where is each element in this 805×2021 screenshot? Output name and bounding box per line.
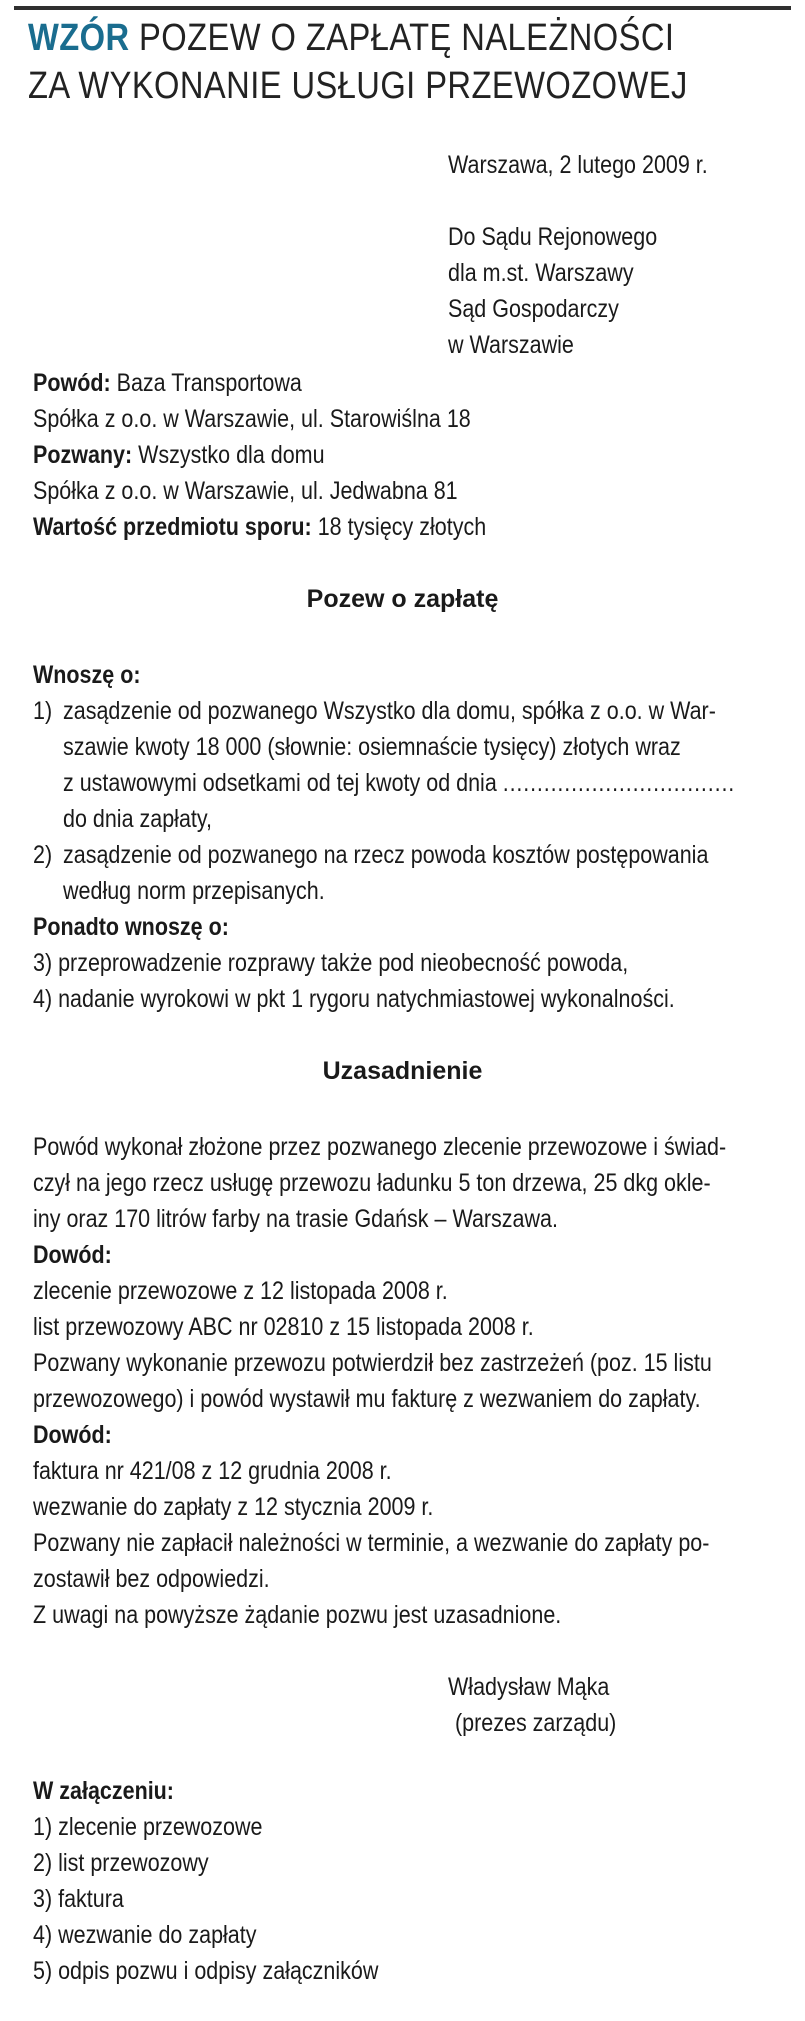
attachment-item: 1) zlecenie przewozowe — [33, 1813, 263, 1841]
evidence-item: wezwanie do zapłaty z 12 stycznia 2009 r. — [33, 1493, 434, 1521]
request-2-line: według norm przepisanych. — [63, 877, 325, 905]
request-2-line: zasądzenie od pozwanego na rzecz powoda kosztów postępowania — [63, 841, 709, 869]
plaintiff-name: Baza Transportowa — [116, 369, 302, 397]
place-date: Warszawa, 2 lutego 2009 r. — [448, 151, 708, 179]
request-1-dots: .................................. — [502, 769, 736, 797]
justification-line: iny oraz 170 litrów farby na trasie Gdańsk – Warszawa. — [33, 1205, 558, 1233]
request-2-number: 2) — [33, 841, 53, 869]
evidence-item: faktura nr 421/08 z 12 grudnia 2008 r. — [33, 1457, 392, 1485]
title-accent: WZÓR — [28, 17, 130, 59]
attachment-item: 2) list przewozowy — [33, 1849, 209, 1877]
request-1-line: szawie kwoty 18 000 (słownie: osiemnaście tysięcy) złotych wraz — [63, 733, 681, 761]
justification-line: Pozwany wykonanie przewozu potwierdził bez zastrzeżeń (poz. 15 listu — [33, 1349, 712, 1377]
attachment-item: 4) wezwanie do zapłaty — [33, 1921, 257, 1949]
requests-heading: Wnoszę o: — [33, 661, 141, 689]
evidence-item: zlecenie przewozowe z 12 listopada 2008 r. — [33, 1277, 448, 1305]
evidence-label: Dowód: — [33, 1241, 112, 1269]
justification-line: Pozwany nie zapłacił należności w terminie, a wezwanie do zapłaty po- — [33, 1529, 710, 1557]
top-rule — [14, 6, 791, 10]
evidence-item: list przewozowy ABC nr 02810 z 15 listopada 2008 r. — [33, 1313, 534, 1341]
justification-heading: Uzasadnienie — [322, 1057, 483, 1085]
additional-heading: Ponadto wnoszę o: — [33, 913, 229, 941]
defendant-address: Spółka z o.o. w Warszawie, ul. Jedwabna 81 — [33, 477, 458, 505]
court-line: Do Sądu Rejonowego — [448, 223, 658, 251]
request-1-line — [63, 766, 735, 800]
plaintiff-address: Spółka z o.o. w Warszawie, ul. Starowiślna 18 — [33, 405, 471, 433]
claim-value — [33, 510, 486, 544]
justification-line: Z uwagi na powyższe żądanie pozwu jest uzasadnione. — [33, 1601, 562, 1629]
title-line-1: POZEW O ZAPŁATĘ NALEŻNOŚCI — [139, 17, 675, 59]
justification-line: zostawił bez odpowiedzi. — [33, 1565, 270, 1593]
attachment-item: 5) odpis pozwu i odpisy załączników — [33, 1957, 379, 1985]
justification-line: czył na jego rzecz usługę przewozu ładunku 5 ton drzewa, 25 dkg okle- — [33, 1169, 711, 1197]
request-1-line: do dnia zapłaty, — [63, 805, 213, 833]
attachments-heading: W załączeniu: — [33, 1777, 174, 1805]
request-1-line: zasądzenie od pozwanego Wszystko dla domu, spółka z o.o. w War- — [63, 697, 716, 725]
title-line-2: ZA WYKONANIE USŁUGI PRZEWOZOWEJ — [28, 65, 688, 107]
justification-line: Powód wykonał złożone przez pozwanego zlecenie przewozowe i świad- — [33, 1133, 727, 1161]
defendant — [33, 438, 325, 472]
claim-heading: Pozew o zapłatę — [306, 585, 499, 613]
claim-value-amount: 18 tysięcy złotych — [317, 513, 487, 541]
court-line: w Warszawie — [448, 331, 574, 359]
defendant-name: Wszystko dla domu — [138, 441, 325, 469]
justification-line: przewozowego) i powód wystawił mu fakturę z wezwaniem do zapłaty. — [33, 1385, 701, 1413]
attachment-item: 3) faktura — [33, 1885, 124, 1913]
claim-value-label: Wartość przedmiotu sporu: — [33, 513, 312, 541]
request-1-number: 1) — [33, 697, 53, 725]
defendant-label: Pozwany: — [33, 441, 133, 469]
evidence-label: Dowód: — [33, 1421, 112, 1449]
court-line: Sąd Gospodarczy — [448, 295, 619, 323]
request-1-text: z ustawowymi odsetkami od tej kwoty od dnia — [63, 769, 497, 797]
signature-role: (prezes zarządu) — [455, 1709, 617, 1737]
additional-item: 3) przeprowadzenie rozprawy także pod nieobecność powoda, — [33, 949, 629, 977]
court-line: dla m.st. Warszawy — [448, 259, 634, 287]
plaintiff — [33, 366, 302, 400]
document-title — [28, 14, 785, 110]
plaintiff-label: Powód: — [33, 369, 111, 397]
signature-name: Władysław Mąka — [448, 1673, 610, 1701]
additional-item: 4) nadanie wyrokowi w pkt 1 rygoru natychmiastowej wykonalności. — [33, 985, 675, 1013]
